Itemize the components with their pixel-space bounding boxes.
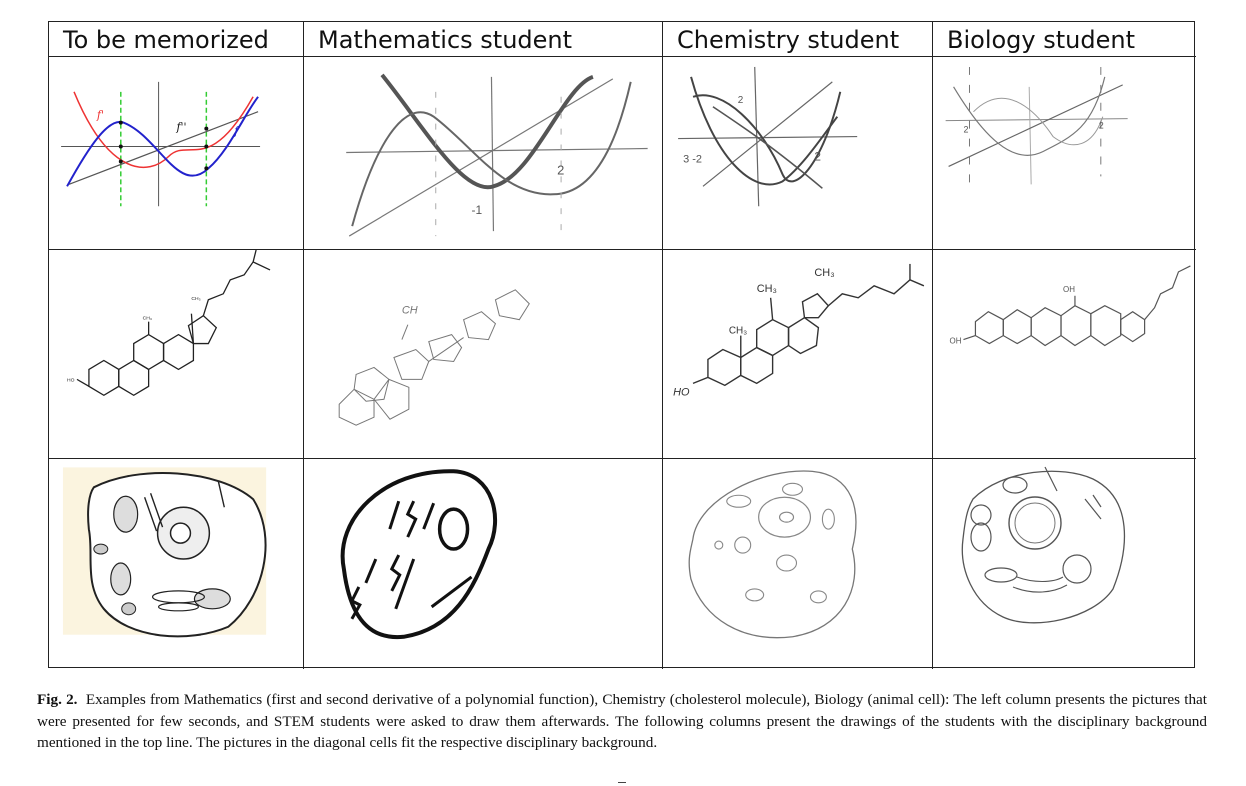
biology-student-derivative-drawing xyxy=(933,57,1196,250)
svg-text:3 -2: 3 -2 xyxy=(683,153,702,166)
math-student-animal-cell-drawing xyxy=(304,459,663,669)
svg-text:2: 2 xyxy=(963,124,969,135)
biology-derivative-sketch xyxy=(933,57,1196,249)
figure-table xyxy=(48,21,1195,668)
math-cholesterol-sketch xyxy=(304,250,662,458)
math-derivative-sketch xyxy=(304,57,662,249)
ch3-label-ring: CH₃ xyxy=(142,316,152,322)
caption-label: Fig. 2. xyxy=(37,691,78,708)
math-student-derivative-drawing xyxy=(304,57,663,250)
plot-label-f-dprime: f'' xyxy=(176,120,187,134)
chem-ho: HO xyxy=(673,386,690,399)
chemistry-student-derivative-drawing xyxy=(663,57,933,250)
header-chemistry-student: Chemistry student xyxy=(663,22,933,57)
animal-cell-image xyxy=(49,459,303,669)
bio-oh-top: OH xyxy=(1063,284,1075,294)
svg-text:2: 2 xyxy=(737,94,744,106)
ho-label: HO xyxy=(67,378,75,384)
biology-cholesterol-sketch xyxy=(933,250,1196,458)
ch3-label-side: CH₃ xyxy=(191,296,201,302)
cholesterol-image xyxy=(49,250,303,458)
figure-caption xyxy=(37,689,1207,754)
math-ch-label: CH xyxy=(401,304,418,317)
svg-text:2: 2 xyxy=(557,162,565,178)
chemistry-derivative-sketch xyxy=(663,57,932,249)
math-animal-cell-sketch xyxy=(304,459,662,669)
chem-ch3-b: CH₃ xyxy=(814,266,835,279)
chemistry-cholesterol-sketch xyxy=(663,250,932,458)
bio-oh-left: OH xyxy=(949,336,962,346)
chem-ch3-c: CH₃ xyxy=(728,325,748,337)
biology-student-animal-cell-drawing xyxy=(933,459,1196,669)
page-footer-dash xyxy=(618,782,626,783)
biology-animal-cell-sketch xyxy=(933,459,1196,669)
header-to-be-memorized: To be memorized xyxy=(49,22,304,57)
original-cholesterol-structure xyxy=(49,250,304,459)
plot-label-f-prime: f' xyxy=(96,108,104,122)
svg-text:2: 2 xyxy=(1098,120,1104,131)
svg-text:-1: -1 xyxy=(471,203,483,218)
chemistry-animal-cell-sketch xyxy=(663,459,932,669)
original-derivative-plot xyxy=(49,57,304,250)
svg-text:2: 2 xyxy=(814,149,822,164)
math-student-cholesterol-drawing xyxy=(304,250,663,459)
chemistry-student-cholesterol-drawing xyxy=(663,250,933,459)
header-mathematics-student: Mathematics student xyxy=(304,22,663,57)
chem-ch3-a: CH₃ xyxy=(756,282,777,295)
derivative-plot-image xyxy=(49,57,303,249)
chemistry-student-animal-cell-drawing xyxy=(663,459,933,669)
original-animal-cell xyxy=(49,459,304,669)
header-biology-student: Biology student xyxy=(933,22,1196,57)
caption-text: Examples from Mathematics (first and second derivative of a polynomial function), Chemistry (cholesterol molecule), Biology (animal cell): The left column presents the pictures that were presented for few seconds, and STEM students were asked to draw them afterwards. The following columns present the drawings of the students with the disciplinary background mentioned in the top line. The pictures in the diagonal cells fit the respective disciplinary background. xyxy=(37,691,1208,751)
biology-student-cholesterol-drawing xyxy=(933,250,1196,459)
plot-label-f: f xyxy=(234,124,239,138)
